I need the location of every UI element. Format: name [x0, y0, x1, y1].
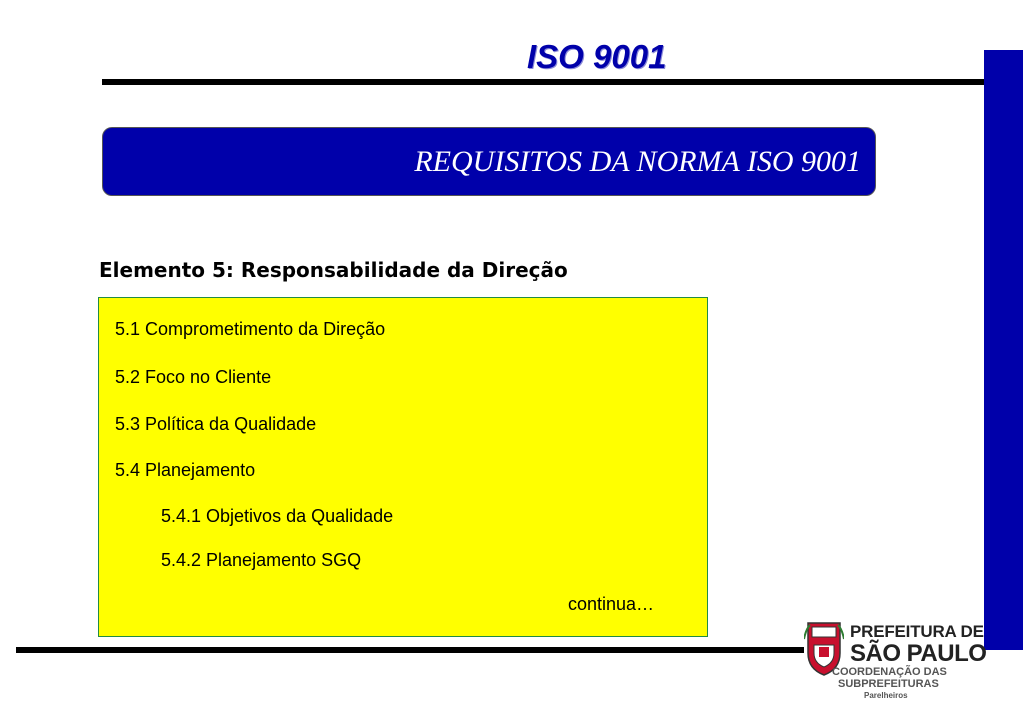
logo-text-line: SÃO PAULO — [850, 640, 987, 667]
side-accent-bar — [984, 50, 1023, 650]
banner-title: REQUISITOS DA NORMA ISO 9001 — [414, 145, 861, 178]
prefeitura-logo — [802, 616, 987, 702]
requirement-item: 5.1 Comprometimento da Direção — [115, 319, 386, 339]
continue-label: continua… — [568, 594, 655, 614]
logo-text-line: SUBPREFEITURAS — [838, 678, 939, 690]
logo-text-line: COORDENAÇÃO DAS — [832, 666, 947, 678]
requirement-item: 5.4 Planejamento — [115, 460, 256, 480]
top-divider — [102, 79, 984, 85]
logo-text-line: Parelheiros — [864, 691, 908, 700]
requirement-item: 5.3 Política da Qualidade — [115, 414, 317, 434]
title-banner — [102, 127, 876, 196]
requirement-item: 5.2 Foco no Cliente — [115, 367, 272, 387]
logo-text-line: PREFEITURA DE — [850, 622, 984, 641]
page-title: ISO 9001 — [527, 38, 667, 75]
bottom-divider — [16, 647, 804, 653]
requirement-subitem: 5.4.2 Planejamento SGQ — [161, 550, 362, 570]
section-heading: Elemento 5: Responsabilidade da Direção — [99, 258, 568, 282]
requirement-subitem: 5.4.1 Objetivos da Qualidade — [161, 506, 394, 526]
requirements-box — [98, 297, 708, 637]
